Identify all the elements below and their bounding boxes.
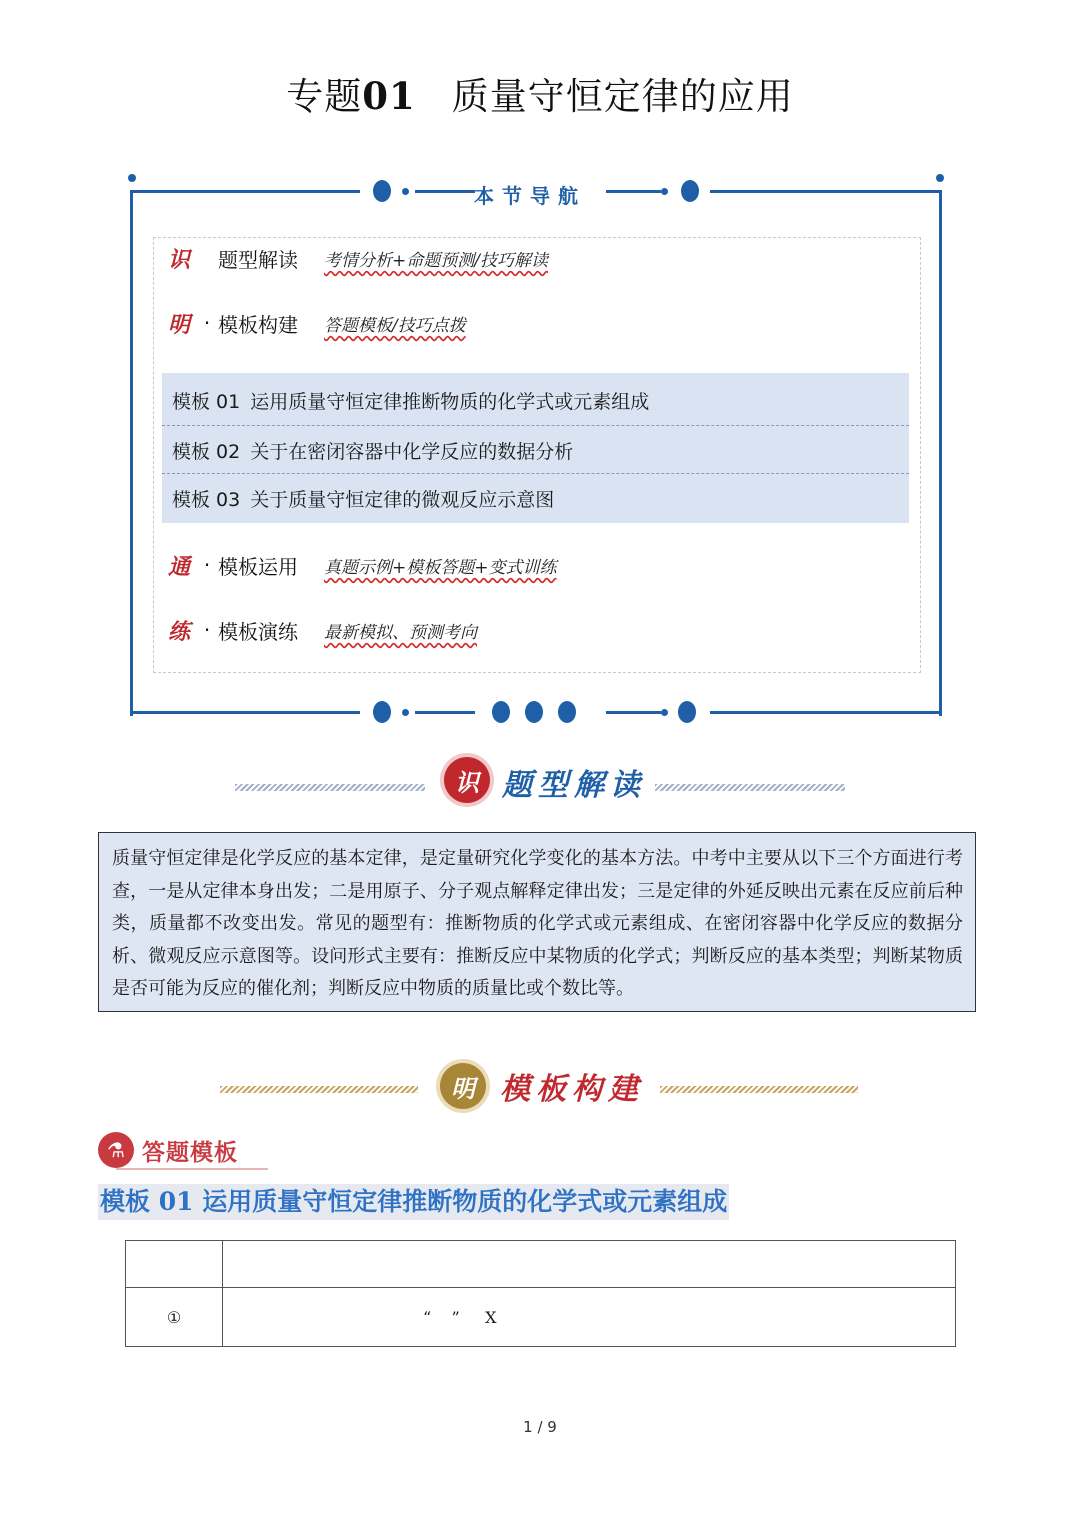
nav-char: 通 — [168, 553, 191, 580]
nav-name: 模板演练 — [218, 619, 298, 644]
tag-text: 答题模板 — [142, 1140, 238, 1166]
title-text: 质量守恒定律的应用 — [451, 75, 794, 118]
template-text: 关于质量守恒定律的微观反应示意图 — [250, 488, 555, 511]
nav-desc: 考情分析+命题预测/技巧解读 — [324, 250, 548, 271]
table-cell: “ ” X — [223, 1288, 956, 1347]
table-row — [126, 1288, 956, 1347]
template-text: 关于在密闭容器中化学反应的数据分析 — [250, 440, 574, 463]
section-hatch-right — [655, 784, 845, 791]
section2-title: 模板构建 — [500, 1072, 644, 1107]
nav-char: 明 — [168, 311, 191, 338]
nav-char: 练 — [168, 618, 191, 645]
page-title — [0, 66, 1080, 120]
table-cell — [223, 1241, 956, 1288]
nav-row-build[interactable] — [168, 305, 466, 341]
template-list — [162, 373, 909, 523]
section2-badge: 明 — [440, 1063, 486, 1109]
nav-row-practice[interactable] — [168, 612, 477, 648]
nav-title: 本节导航 — [474, 184, 586, 208]
section2-hatch-right — [660, 1086, 858, 1093]
template-label: 模板 01 — [172, 391, 241, 413]
title-prefix: 专题 — [286, 75, 363, 118]
flask-icon: ⚗ — [98, 1132, 134, 1168]
template-label: 模板 02 — [172, 440, 241, 463]
section2-hatch-left — [220, 1086, 418, 1093]
nav-desc: 最新模拟、预测考向 — [324, 622, 477, 643]
template-item-01[interactable] — [162, 376, 909, 425]
table-cell — [126, 1241, 223, 1288]
nav-bullet: · — [203, 618, 211, 642]
template-item-02[interactable] — [162, 425, 909, 474]
nav-name: 题型解读 — [218, 247, 298, 272]
nav-name: 模板运用 — [218, 554, 298, 579]
section1-badge: 识 — [444, 757, 490, 803]
page-number: 1 / 9 — [523, 1418, 557, 1436]
section-hatch-left — [235, 784, 425, 791]
nav-desc: 答题模板/技巧点拨 — [324, 315, 466, 336]
template-item-03[interactable] — [162, 473, 909, 522]
nav-bullet: · — [203, 311, 211, 335]
intro-paragraph: 质量守恒定律是化学反应的基本定律，是定量研究化学变化的基本方法。中考中主要从以下三个方面进行考查，一是从定律本身出发；二是用原子、分子观点解释定律出发；三是定律的外延反映出元素在反应前后种类，质量都不改变出发。常见的题型有：推断物质的化学式或元素组成、在密闭容器中化学反应的数据分析、微观反应示意图等。设问形式主要有：推断反应中某物质的化学式；判断反应的基本类型；判断某物质是否可能为反应的催化剂；判断反应中物质的质量比或个数比等。 — [98, 832, 976, 1012]
template-label: 模板 03 — [172, 488, 241, 511]
nav-char: 识 — [168, 246, 191, 273]
nav-bullet: · — [203, 553, 211, 577]
table-row — [126, 1241, 956, 1288]
template-table — [125, 1240, 956, 1347]
nav-desc: 真题示例+模板答题+变式训练 — [324, 557, 557, 578]
template-text: 运用质量守恒定律推断物质的化学式或元素组成 — [250, 391, 650, 413]
answer-template-tag — [98, 1130, 268, 1170]
nav-row-identify[interactable] — [168, 240, 548, 276]
section1-title: 题型解读 — [502, 768, 646, 803]
nav-row-apply[interactable] — [168, 547, 557, 583]
template-heading: 模板 01 运用质量守恒定律推断物质的化学式或元素组成 — [98, 1184, 729, 1220]
title-number: 01 — [362, 74, 416, 118]
nav-name: 模板构建 — [218, 312, 298, 337]
table-cell: ① — [126, 1288, 223, 1347]
